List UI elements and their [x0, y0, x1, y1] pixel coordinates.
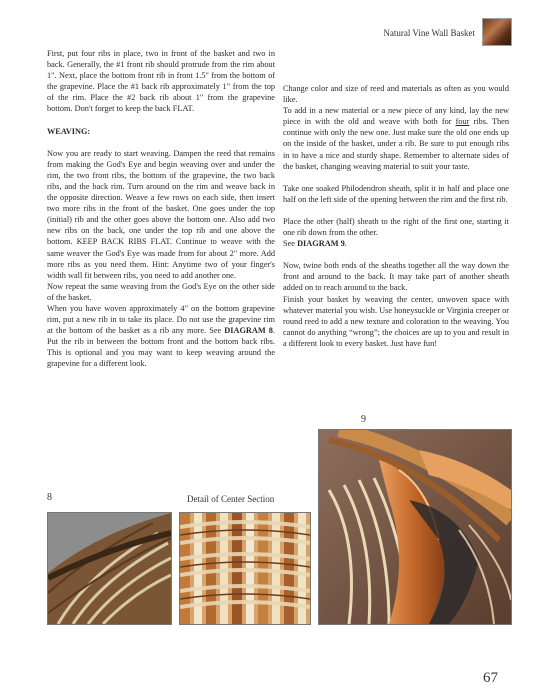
paragraph-change-color: Change color and size of reed and materials as often as you would like. [283, 84, 509, 105]
center-detail-caption: Detail of Center Section [187, 494, 275, 504]
paragraph-philodendron-sheath: Take one soaked Philodendron sheath, split it in half and place one half on the left side of the opening between the rim and the first rib. [283, 183, 509, 204]
page-number: 67 [483, 670, 498, 686]
basket-thumbnail-image [482, 18, 512, 46]
figure-8-label: 8 [47, 492, 52, 503]
diagram-8-reference: DIAGRAM 8 [224, 326, 273, 336]
figure-9-label: 9 [361, 414, 366, 425]
running-header-title: Natural Vine Wall Basket [383, 28, 475, 38]
diagram-8-photo [47, 512, 172, 625]
paragraph-repeat-weaving: Now repeat the same weaving from the God's Eye on the other side of the basket. [47, 281, 275, 302]
weaving-heading: WEAVING: [47, 126, 91, 136]
paragraph-finish-basket: Finish your basket by weaving the center, unwoven space with whatever material you wish. Use honeysuckle or Virginia creeper or round reed to add a new texture and coloration to the weaving. You cannot do anything “wrong”; the choices are up to you and result in a different look to every basket. Just have fun! [283, 294, 509, 348]
left-text-column [47, 48, 275, 370]
paragraph-see-diagram-9: See DIAGRAM 9. [283, 239, 347, 249]
paragraph-rib-placement: First, put four ribs in place, two in front of the basket and two in back. Generally, the #1 front rib should protrude from the rim about 1". Next, place the bottom front rib in front 1.5" from the bottom of the grapevine. Place the #1 back rib approximately 1" from the top of the rim. Place the #2 back rib about 1" from the grapevine bottom. Don't forget to keep the back FLAT. [47, 49, 275, 114]
diagram-9-reference: DIAGRAM 9 [297, 239, 345, 249]
right-text-column [283, 83, 509, 349]
paragraph-other-sheath: Place the other (half) sheath to the right of the first one, starting it one rib down from the other. [283, 216, 509, 238]
underlined-four: four [455, 117, 470, 127]
diagram-9-photo [318, 429, 512, 625]
paragraph-new-rib: When you have woven approximately 4" on the bottom grapevine rim, put a new rib in to take its place. Do not use the grapevine rim at the bottom of the basket as a rib any more. See DIAGRAM 8. Put the rib in between the bottom front and the bottom back ribs. This is optional and you may want to keep weaving around the grapevine for a different look. [47, 303, 275, 369]
paragraph-twine-sheaths: Now, twine both ends of the sheaths together all the way down the front and around to the back. It may take part of another sheath added on to reach around to the back. [283, 261, 509, 293]
center-section-detail-photo [179, 512, 311, 625]
paragraph-add-material: To add in a new material or a new piece of any kind, lay the new piece in with the old and weave with both for four ribs. Then continue with only the new one. Just make sure the old one ends up on the inside of the basket, under a rib. Be sure to put enough ribs in to have a nice and sturdy shape. Remember to alternate sides of the basket, changing weaving material to suit your taste. [283, 106, 509, 171]
paragraph-start-weaving: Now you are ready to start weaving. Dampen the reed that remains from making the God's Eye and begin weaving over and under the rim, the two front ribs, the bottom of the grapevine, the two back ribs, and the back rim. Turn around on the rim and weave back in the opposite direction. Weave a few rows on each side, then insert two more ribs in the front of the basket. One goes under the top (initial) rib and the other goes above the bottom one. Also add two new ribs on the back, one under the top rib and one above the bottom. KEEP BACK RIBS FLAT. Continue to weave with the same weaver the God's Eye was made from for about 2" more. Add more ribs as you need them. Hint: Anytime two of your finger's width wall fit between ribs, you need to add another one. [47, 148, 275, 280]
